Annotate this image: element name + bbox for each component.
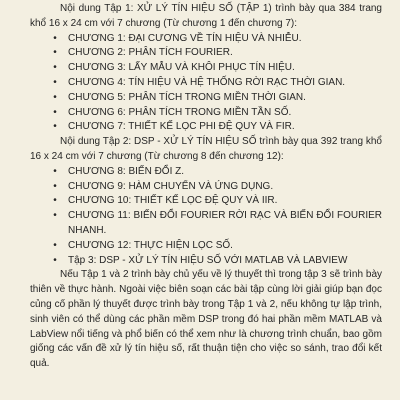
list-item bbox=[30, 209, 382, 239]
list-item bbox=[30, 194, 382, 209]
volume2-chapter-list bbox=[30, 165, 382, 269]
volume1-chapter-list bbox=[30, 32, 382, 136]
chapter-title: CHƯƠNG 5: PHÂN TÍCH TRONG MIỀN THỜI GIAN. bbox=[68, 91, 306, 103]
list-item bbox=[30, 61, 382, 76]
list-item bbox=[30, 239, 382, 254]
list-item bbox=[30, 120, 382, 135]
bullet-icon: • bbox=[53, 62, 57, 74]
bullet-icon: • bbox=[53, 195, 57, 207]
bullet-icon: • bbox=[53, 254, 57, 266]
bullet-icon: • bbox=[53, 32, 57, 44]
chapter-title: CHƯƠNG 11: BIẾN ĐỔI FOURIER RỜI RẠC VÀ BIẾN ĐỔI FOURIER NHANH. bbox=[68, 210, 382, 236]
bullet-icon: • bbox=[53, 47, 57, 59]
volume3-title: Tập 3: DSP - XỬ LÝ TÍN HIỆU SỐ VỚI MATLAB VÀ LABVIEW bbox=[68, 254, 348, 266]
bullet-icon: • bbox=[53, 180, 57, 192]
list-item bbox=[30, 32, 382, 47]
bullet-icon: • bbox=[53, 76, 57, 88]
volume2-intro: Nội dung Tập 2: DSP - XỬ LÝ TÍN HIỆU SỐ trình bày qua 392 trang khổ 16 x 24 cm với 7 chương (Từ chương 8 đến chương 12): bbox=[30, 136, 382, 162]
chapter-title: CHƯƠNG 10: THIẾT KẾ LỌC ĐỆ QUY VÀ IIR. bbox=[68, 195, 278, 207]
chapter-title: CHƯƠNG 3: LẤY MẪU VÀ KHÔI PHỤC TÍN HIỆU. bbox=[68, 62, 295, 74]
list-item bbox=[30, 254, 382, 269]
chapter-title: CHƯƠNG 7: THIẾT KẾ LỌC PHI ĐỆ QUY VÀ FIR. bbox=[68, 121, 295, 133]
bullet-icon: • bbox=[53, 106, 57, 118]
bullet-icon: • bbox=[53, 91, 57, 103]
chapter-title: CHƯƠNG 12: THỰC HIỆN LỌC SỐ. bbox=[68, 239, 233, 251]
chapter-title: CHƯƠNG 2: PHÂN TÍCH FOURIER. bbox=[68, 47, 233, 59]
chapter-title: CHƯƠNG 6: PHÂN TÍCH TRONG MIỀN TẦN SỐ. bbox=[68, 106, 292, 118]
list-item bbox=[30, 165, 382, 180]
list-item bbox=[30, 106, 382, 121]
list-item bbox=[30, 46, 382, 61]
chapter-title: CHƯƠNG 8: BIẾN ĐỔI Z. bbox=[68, 165, 185, 177]
list-item bbox=[30, 91, 382, 106]
bullet-icon: • bbox=[53, 121, 57, 133]
bullet-icon: • bbox=[53, 165, 57, 177]
list-item bbox=[30, 76, 382, 91]
chapter-title: CHƯƠNG 1: ĐẠI CƯƠNG VỀ TÍN HIỆU VÀ NHIỄU. bbox=[68, 32, 302, 44]
chapter-title: CHƯƠNG 4: TÍN HIỆU VÀ HỆ THỐNG RỜI RẠC THỜI GIAN. bbox=[68, 76, 346, 88]
closing-paragraph: Nếu Tập 1 và 2 trình bày chủ yếu về lý thuyết thì trong tập 3 sẽ trình bày thiên về thực hành. Ngoài việc biên soạn các bài tập cùng lời giải giúp bạn đọc củng cố phần lý thuyết được trình bày trong Tập 1 và 2, nếu không tự lập trình, sinh viên có thể dùng các phần mềm DSP trong đó hai phần mềm MATLAB và LabView nổi tiếng và phổ biến có thể xem như là chương trình chuẩn, bao gồm giống các vấn đề xử lý tín hiệu số, rất thuận tiện cho việc so sánh, trao đổi kết quả. bbox=[30, 269, 382, 370]
chapter-title: CHƯƠNG 9: HÀM CHUYỂN VÀ ỨNG DỤNG. bbox=[68, 180, 274, 192]
bullet-icon: • bbox=[53, 210, 57, 222]
bullet-icon: • bbox=[53, 239, 57, 251]
volume1-intro: Nội dung Tập 1: XỬ LÝ TÍN HIỆU SỐ (TẬP 1) trình bày qua 384 trang khổ 16 x 24 cm với 7 chương (Từ chương 1 đến chương 7): bbox=[30, 3, 382, 29]
list-item bbox=[30, 180, 382, 195]
